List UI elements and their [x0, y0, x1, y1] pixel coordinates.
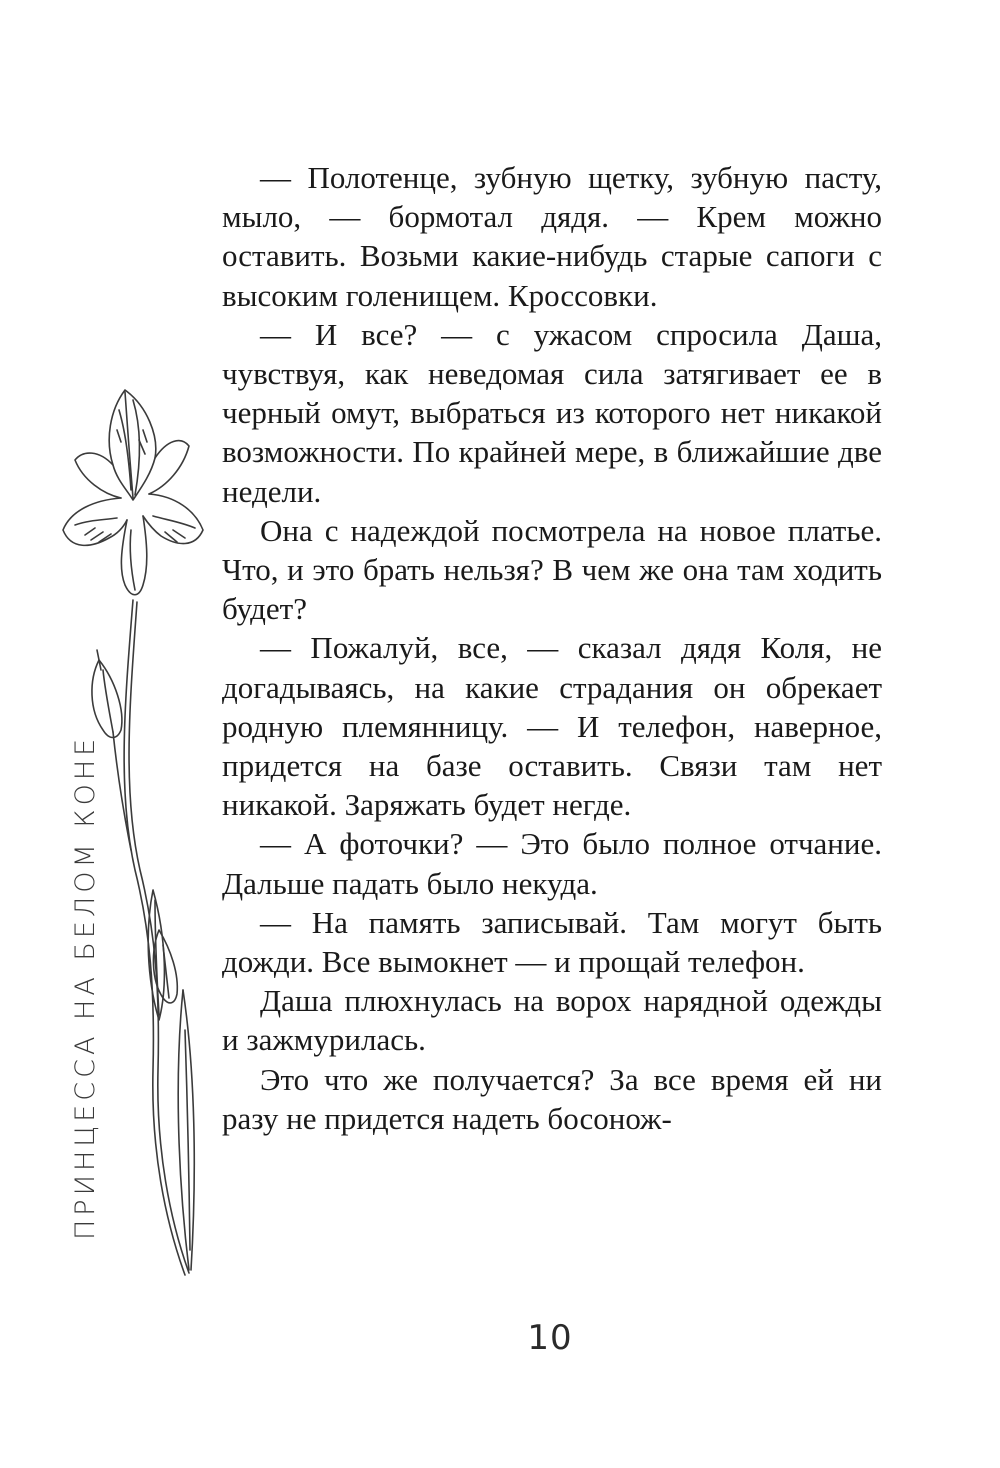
paragraph: — А фоточки? — Это было полное отчание. Дальше падать было некуда. [222, 826, 882, 901]
page-number: 10 [527, 1318, 573, 1358]
paragraph: Даша плюхнулась на ворох нарядной одежды и зажмурилась. [222, 983, 882, 1058]
paragraph: Она с надеждой посмотрела на новое платье. Что, и это брать нельзя? В чем же она там ходить будет? [222, 512, 882, 627]
paragraph: — Полотенце, зубную щетку, зубную пасту, мыло, — бормотал дядя. — Крем можно оставить. Возьми какие-нибудь старые сапоги с высоким голенищем. Кроссовки. [222, 160, 882, 313]
body-text [222, 158, 882, 1138]
paragraph: — Пожалуй, все, — сказал дядя Коля, не догадываясь, на какие страдания он обрекает родную племянницу. — И телефон, наверное, придется на базе оставить. Связи там нет никакой. Заряжать будет негде. [222, 630, 882, 823]
paragraph: — На память записывай. Там могут быть дожди. Все вымокнет — и прощай телефон. [222, 904, 882, 980]
running-title: ПРИНЦЕССА НА БЕЛОМ КОНЕ [70, 734, 101, 1240]
paragraph: — И все? — с ужасом спросила Даша, чувствуя, как неведомая сила затягивает ее в черный омут, выбраться из которого нет никакой возможности. По крайней мере, в ближайшие две недели. [222, 316, 882, 509]
paragraph: Это что же получается? За все время ей ни разу не придется надеть босонож- [222, 1061, 882, 1136]
